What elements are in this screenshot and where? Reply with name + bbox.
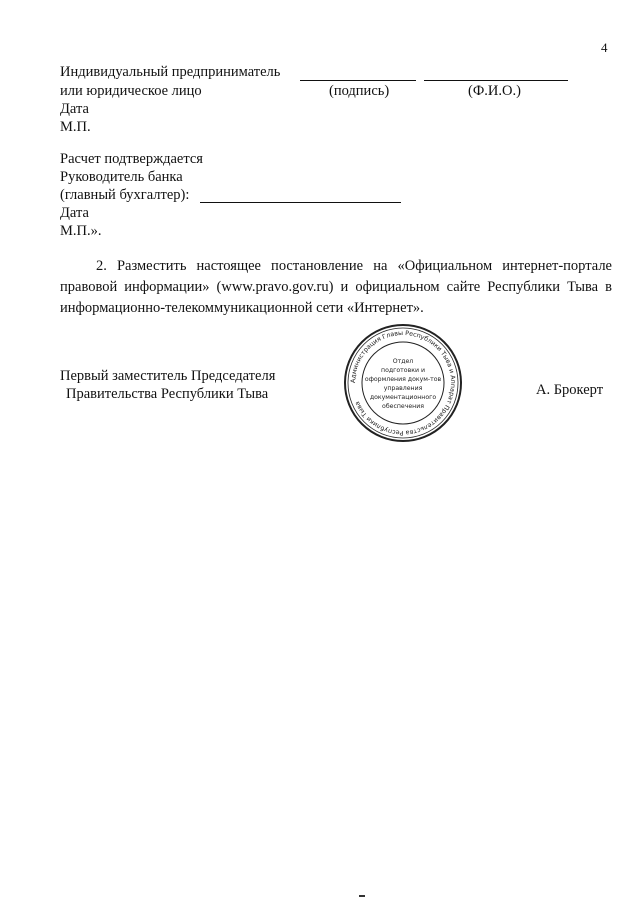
signature-caption: (подпись)	[329, 83, 390, 99]
bank-confirm-line3: (главный бухгалтер):	[60, 187, 190, 203]
accountant-signature-line	[200, 202, 401, 203]
paragraph-2: 2. Разместить настоящее постановление на «Официальном интернет-портале правовой информации» (www.pravo.gov.ru) и официальном сайте Республики Тыва в информационно-телекоммуникационной сети «Интернет».	[60, 258, 612, 316]
signer-name: А. Брокерт	[536, 382, 604, 398]
entrepreneur-label-line1: Индивидуальный предприниматель	[60, 64, 281, 80]
bank-confirm-line2: Руководитель банка	[60, 169, 183, 185]
stamp-ring-text: Администрация Главы Республики Тыва и Аппарат Правительства Республики Тыва	[349, 329, 457, 437]
stamp-inner-line1: Отдел	[392, 358, 414, 365]
name-caption: (Ф.И.О.)	[468, 83, 521, 99]
bank-seal-label: М.П.».	[60, 223, 102, 239]
seal-label: М.П.	[60, 119, 91, 135]
page-number: 4	[601, 40, 608, 55]
date-label: Дата	[60, 101, 89, 117]
stamp-inner-line6: обеспечения	[382, 403, 424, 410]
signature-line	[300, 80, 416, 81]
entrepreneur-label-line2: или юридическое лицо	[60, 83, 202, 99]
signer-position-line2: Правительства Республики Тыва	[66, 386, 269, 402]
stamp-inner-line3: оформления докум-тов	[364, 376, 442, 383]
stamp-inner-line2: подготовки и	[381, 367, 425, 374]
name-line	[424, 80, 568, 81]
bank-date-label: Дата	[60, 205, 89, 221]
official-stamp	[343, 323, 463, 443]
stamp-seal-icon	[343, 323, 463, 443]
stamp-inner-line4: управления	[383, 385, 423, 392]
bank-confirm-line1: Расчет подтверждается	[60, 151, 203, 167]
scan-artifact	[359, 895, 365, 897]
signer-position-line1: Первый заместитель Председателя	[60, 368, 276, 384]
stamp-inner-line5: документационного	[369, 394, 437, 401]
